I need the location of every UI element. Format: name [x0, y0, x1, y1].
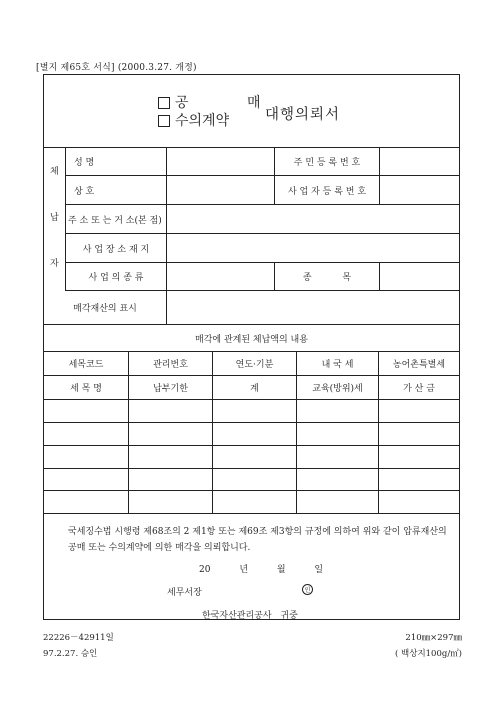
asset-row [44, 291, 459, 325]
tax-code-header: 세목코드 [44, 352, 129, 375]
taxpayer-row-address [66, 205, 459, 234]
company-field[interactable] [167, 176, 275, 204]
resident-number-field[interactable] [380, 147, 459, 175]
business-type-field[interactable] [167, 263, 275, 290]
business-location-label: 사 업 장 소 재 지 [66, 234, 167, 262]
name-label: 성 명 [66, 147, 167, 175]
total-header: 계 [213, 376, 297, 399]
address-field[interactable] [167, 205, 459, 233]
penalty-header: 가 산 금 [403, 384, 435, 394]
recipient-line: 한국자산관리공사 귀중 [202, 611, 298, 621]
option-private-contract-label: 수의계약 [175, 113, 230, 129]
year-period-header: 연도·기분 [213, 352, 297, 375]
option-public-sale-label: 공 매 [175, 95, 288, 111]
arrears-header-row-2 [44, 376, 459, 400]
form-frame [43, 74, 460, 620]
business-item-label: 종 목 [275, 263, 380, 290]
education-tax-header: 교육(방위)세 [297, 376, 379, 399]
approval-date: 97.2.27. 승인 [43, 649, 98, 659]
domestic-tax-header: 내 국 세 [297, 352, 379, 375]
table-row [44, 469, 459, 491]
due-date-header: 납부기한 [129, 376, 213, 399]
address-label: 주 소 또 는 거 소(본 점) [66, 205, 167, 233]
resident-number-label: 주 민 등 록 번 호 [275, 147, 380, 175]
side-label-char: 체 [50, 167, 59, 177]
table-row [44, 423, 459, 446]
name-field[interactable] [167, 147, 275, 175]
side-label-char: 납 [50, 213, 59, 223]
arrears-title-row [44, 325, 459, 352]
title-section [44, 75, 459, 148]
declaration-section [44, 514, 459, 621]
tax-office-head: 세무서장 [167, 588, 202, 598]
business-location-field[interactable] [167, 234, 459, 262]
document-title: 대행의뢰서 [265, 107, 341, 123]
business-type-label: 사 업 의 종 류 [66, 263, 167, 290]
checkbox-icon[interactable] [158, 97, 170, 109]
business-number-field[interactable] [380, 176, 459, 204]
paper-type: ( 백상지100g/㎡) [395, 649, 462, 659]
business-item-field[interactable] [380, 263, 459, 290]
taxpayer-side-label [44, 147, 66, 291]
company-label: 상 호 [66, 176, 167, 204]
asset-field[interactable] [167, 291, 459, 324]
side-label-char: 자 [50, 259, 59, 269]
rural-special-tax-header: 농어촌특별세 [392, 360, 446, 370]
taxpayer-row-company [66, 176, 459, 205]
asset-label: 매각재산의 표시 [44, 291, 167, 324]
taxpayer-row-business-type [66, 263, 459, 291]
paper-size: 210㎜×297㎜ [405, 633, 462, 643]
management-number-header: 관리번호 [129, 352, 213, 375]
arrears-section-title: 매각에 관계된 체납액의 내용 [195, 334, 308, 345]
arrears-header-row-1 [44, 352, 459, 376]
date-line: 20 년 월 일 [199, 565, 324, 575]
tax-item-name-header: 세 목 명 [44, 376, 129, 399]
taxpayer-row-business-location [66, 234, 459, 263]
form-code: 22226－42911일 [43, 633, 114, 643]
table-row [44, 491, 459, 514]
checkbox-icon[interactable] [158, 115, 170, 127]
taxpayer-row-name [66, 147, 459, 176]
table-row [44, 446, 459, 469]
declaration-text: 국세징수법 시행령 제68조의 2 제1항 또는 제69조 제3항의 규정에 의하여 위와 같이 압류재산의 공매 또는 수의계약에 의한 매각을 의뢰합니다. [68, 527, 447, 553]
table-row [44, 400, 459, 423]
seal-mark: 인 [302, 584, 313, 595]
header-note: [별지 제65호 서식] (2000.3.27. 개정) [36, 63, 197, 73]
business-number-label: 사 업 자 등 록 번 호 [275, 176, 380, 204]
